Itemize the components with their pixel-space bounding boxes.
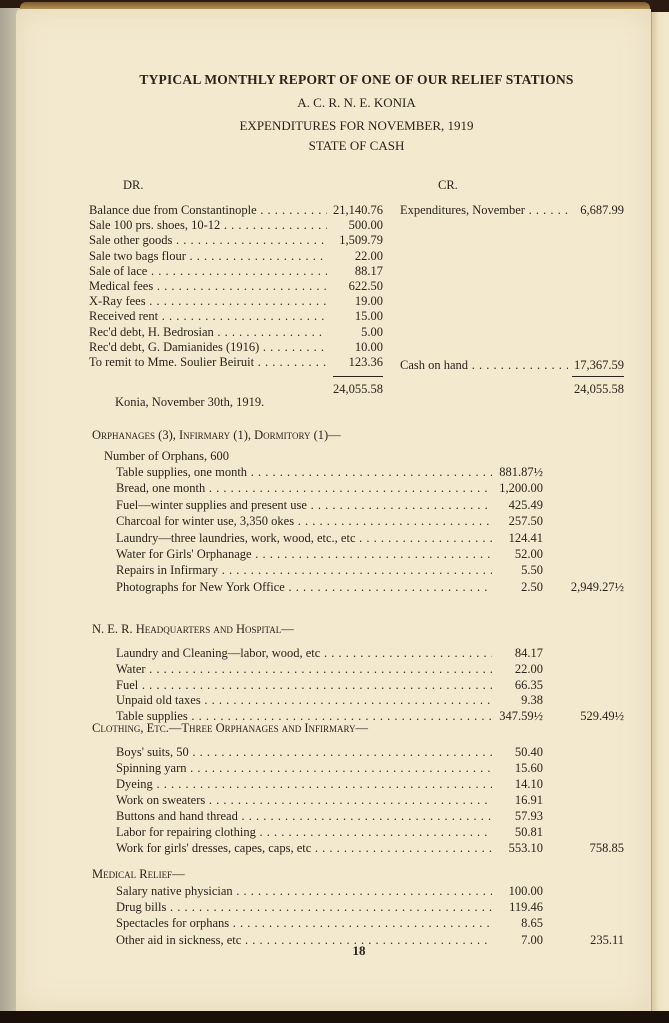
- expense-row: [116, 530, 543, 546]
- station-name: A. C. R. N. E. KONIA: [297, 95, 416, 110]
- item-label: [116, 692, 492, 708]
- item-label: [116, 677, 492, 693]
- item-label: [89, 339, 327, 355]
- item-label: [116, 915, 492, 931]
- item-label-text: Drug bills . . .: [116, 900, 492, 914]
- item-label-text: Table supplies, one month . . .: [116, 465, 492, 479]
- item-label-text: Buttons and hand thread . . .: [116, 809, 492, 823]
- item-label: [89, 202, 327, 218]
- expense-row: [116, 899, 543, 915]
- credit-header: CR.: [438, 178, 458, 192]
- item-label-text: To remit to Mme. Soulier Beiruit . . .: [89, 355, 327, 369]
- item-label-text: Laundry—three laundries, work, wood, etc., etc . . .: [116, 531, 492, 545]
- item-label-text: Sale two bags flour . . .: [89, 249, 327, 263]
- item-amount: 7.00: [521, 932, 543, 947]
- section-total: 758.85: [589, 841, 624, 855]
- item-label-text: Table supplies . . .: [116, 709, 492, 723]
- item-label: [89, 248, 327, 264]
- section-total: 529.49½: [580, 709, 624, 724]
- expense-row: [116, 824, 543, 840]
- item-label-text: Work for girls' dresses, capes, caps, etc . . .: [116, 841, 492, 855]
- item-label: [116, 497, 492, 513]
- item-amount: 119.46: [509, 900, 543, 915]
- expense-row: [116, 579, 624, 595]
- item-label-text: Spectacles for orphans . . .: [116, 916, 492, 930]
- report-title: TYPICAL MONTHLY REPORT OF ONE OF OUR RELIEF STATIONS: [139, 72, 574, 87]
- expense-row: [116, 645, 543, 661]
- item-amount: 8.65: [521, 916, 543, 931]
- item-label: [400, 357, 568, 373]
- expense-row: [116, 792, 543, 808]
- item-label: [116, 899, 492, 915]
- debit-row: [89, 308, 383, 324]
- item-label-text: Dyeing . . .: [116, 777, 492, 791]
- report-period: EXPENDITURES FOR NOVEMBER, 1919: [239, 118, 474, 133]
- item-label: [116, 546, 492, 562]
- item-amount: 52.00: [514, 547, 543, 561]
- item-label-text: Balance due from Constantinople . . .: [89, 203, 327, 217]
- item-amount: 57.93: [514, 809, 543, 823]
- expense-row: [116, 513, 543, 529]
- expense-row: [116, 744, 543, 760]
- expense-row: [116, 915, 543, 931]
- item-label-text: Salary native physician . . .: [116, 884, 492, 898]
- item-label: [89, 263, 327, 279]
- expense-row: [116, 760, 543, 776]
- item-label: [116, 464, 492, 480]
- item-amount: 9.38: [521, 693, 543, 708]
- item-label-text: Repairs in Infirmary . . .: [116, 563, 492, 577]
- item-label-text: Photographs for New York Office . . .: [116, 580, 492, 594]
- item-amount: 22.00: [354, 248, 383, 263]
- item-label: [89, 354, 327, 370]
- item-amount: 14.10: [514, 777, 543, 791]
- item-label-text: X-Ray fees . . .: [89, 294, 327, 308]
- item-amount: 553.10: [508, 841, 543, 855]
- debit-row: [89, 263, 383, 279]
- item-label-text: Laundry and Cleaning—labor, wood, etc . . .: [116, 646, 492, 660]
- item-label: [116, 661, 492, 677]
- expense-row: [116, 677, 543, 693]
- item-label-text: Other aid in sickness, etc . . .: [116, 933, 492, 947]
- expense-row: [116, 464, 543, 480]
- section-heading: N. E. R. Headquarters and Hospital—: [92, 622, 294, 636]
- item-label-text: Rec'd debt, G. Damianides (1916) . . .: [89, 340, 327, 354]
- debit-row: [89, 232, 383, 248]
- item-amount: 15.00: [354, 309, 383, 324]
- credit-row: [400, 202, 624, 218]
- item-amount: 6,687.99: [580, 203, 624, 217]
- item-amount: 123.36: [348, 355, 383, 369]
- expense-row: [116, 840, 624, 856]
- debit-row: [89, 217, 383, 233]
- item-amount: 5.00: [361, 324, 383, 339]
- item-label: [116, 645, 492, 661]
- credit-total: 24,055.58: [574, 382, 624, 396]
- item-label: [116, 579, 492, 595]
- item-amount: 124.41: [508, 530, 543, 545]
- item-amount: 66.35: [514, 677, 543, 692]
- debit-row: [89, 324, 383, 340]
- item-label: [116, 744, 492, 760]
- debit-total-rule: [333, 376, 383, 377]
- expense-row: [116, 883, 543, 899]
- expense-row: [116, 546, 543, 562]
- item-amount: 622.50: [348, 279, 383, 293]
- item-label: [116, 776, 492, 792]
- item-label: [89, 217, 327, 233]
- item-label-text: Unpaid old taxes . . .: [116, 693, 492, 707]
- item-label-text: Water for Girls' Orphanage . . .: [116, 547, 492, 561]
- item-amount: 84.17: [514, 646, 543, 660]
- item-label-text: Fuel—winter supplies and present use . . .: [116, 498, 492, 512]
- item-amount: 16.91: [514, 793, 543, 807]
- item-amount: 425.49: [508, 497, 543, 512]
- item-label: [116, 808, 492, 824]
- section-state-of-cash: STATE OF CASH: [308, 138, 405, 153]
- section-total: 2,949.27½: [570, 579, 624, 594]
- item-amount: 1,509.79: [339, 233, 383, 248]
- item-label-text: Sale other goods . . .: [89, 233, 327, 247]
- item-amount: 100.00: [508, 884, 543, 898]
- debit-row: [89, 339, 383, 355]
- item-label-text: Received rent . . .: [89, 309, 327, 323]
- item-label-text: Sale 100 prs. shoes, 10-12 . . .: [89, 218, 327, 232]
- item-label-text: Boys' suits, 50 . . .: [116, 745, 492, 759]
- item-label-text: Cash on hand . . .: [400, 358, 568, 372]
- item-label-text: Work on sweaters . . .: [116, 793, 492, 807]
- item-label-text: Bread, one month . . .: [116, 481, 492, 495]
- item-amount: 881.87½: [499, 465, 543, 479]
- item-amount: 17,367.59: [574, 358, 624, 372]
- item-amount: 10.00: [354, 339, 383, 354]
- item-label: [89, 278, 327, 294]
- item-amount: 88.17: [354, 263, 383, 278]
- item-label-text: Charcoal for winter use, 3,350 okes . . .: [116, 514, 492, 528]
- item-amount: 50.81: [514, 825, 543, 839]
- debit-header: DR.: [123, 178, 144, 192]
- item-amount: 257.50: [508, 514, 543, 529]
- item-label: [116, 513, 492, 529]
- debit-row: [89, 278, 383, 294]
- expense-row: [116, 497, 543, 513]
- expense-row: [116, 776, 543, 792]
- date-line: Konia, November 30th, 1919.: [115, 395, 265, 409]
- item-label: [116, 883, 492, 899]
- item-amount: 21,140.76: [333, 203, 383, 217]
- item-label: [89, 324, 327, 340]
- item-label-text: Labor for repairing clothing . . .: [116, 825, 492, 839]
- expense-row: [116, 480, 543, 496]
- expense-row: [116, 661, 543, 677]
- item-label: [400, 202, 568, 218]
- item-label-text: Spinning yarn . . .: [116, 761, 492, 775]
- item-amount: 5.50: [521, 563, 543, 578]
- item-label: [116, 480, 492, 496]
- credit-row: [400, 357, 624, 373]
- item-amount: 347.59½: [499, 709, 543, 724]
- item-amount: 19.00: [354, 294, 383, 309]
- item-label: [89, 232, 327, 248]
- section-heading: Orphanages (3), Infirmary (1), Dormitory (1)—: [92, 428, 341, 442]
- item-label-text: Water . . .: [116, 662, 492, 676]
- section-heading: Clothing, Etc.—Three Orphanages and Infirmary—: [92, 721, 369, 735]
- item-amount: 500.00: [348, 218, 383, 233]
- item-label-text: Rec'd debt, H. Bedrosian . . .: [89, 325, 327, 339]
- item-label: [116, 760, 492, 776]
- item-label: [116, 840, 492, 856]
- item-label-text: Medical fees . . .: [89, 279, 327, 293]
- section-subheading: Number of Orphans, 600: [104, 449, 229, 463]
- item-label-text: Expenditures, November . . .: [400, 203, 568, 217]
- debit-total: 24,055.58: [333, 382, 383, 396]
- item-amount: 50.40: [514, 745, 543, 759]
- expense-row: [116, 562, 543, 578]
- debit-row: [89, 248, 383, 264]
- item-label: [116, 530, 492, 546]
- item-label-text: Fuel . . .: [116, 678, 492, 692]
- credit-total-rule: [572, 376, 624, 377]
- item-label: [116, 562, 492, 578]
- debit-row: [89, 293, 383, 309]
- item-label: [89, 308, 327, 324]
- expense-row: [116, 692, 543, 708]
- debit-row: [89, 354, 383, 370]
- item-label: [89, 293, 327, 309]
- section-total: 235.11: [590, 932, 624, 947]
- section-heading: Medical Relief—: [92, 867, 185, 881]
- item-amount: 22.00: [514, 661, 543, 676]
- expense-row: [116, 808, 543, 824]
- item-amount: 2.50: [521, 579, 543, 594]
- item-label-text: Sale of lace . . .: [89, 264, 327, 278]
- page-number: 18: [352, 943, 366, 958]
- item-amount: 1,200.00: [499, 481, 543, 496]
- item-amount: 15.60: [514, 761, 543, 775]
- item-label: [116, 792, 492, 808]
- debit-row: [89, 202, 383, 218]
- item-label: [116, 824, 492, 840]
